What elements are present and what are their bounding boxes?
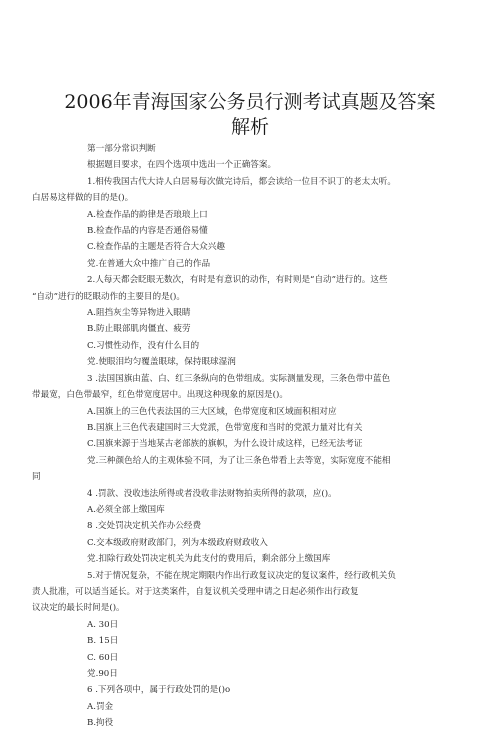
option: C.交本级政府财政部门，列为本级政府财政收入 [87, 537, 268, 548]
option: A. 30日 [87, 619, 119, 630]
document-title: 2006年青海国家公务员行测考试真题及答案 [64, 91, 436, 113]
question-6: 6 .下列各项中，属于行政处罚的是()o [87, 685, 231, 696]
question-4: 4 .罚款、没收违法所得或者没收非法财物拍卖所得的款项，应()。 [87, 488, 337, 499]
question-2-continued: “自动”进行的眨眼动作的主要目的是()。 [32, 291, 185, 302]
option: A.国旗上的三色代表法国的三大区域，色带宽度和区域面积相对应 [87, 406, 337, 417]
document-body [32, 141, 472, 732]
option: A.罚金 [87, 701, 114, 712]
option: 党.在普通大众中推广自己的作品 [87, 258, 211, 269]
option: C.习惯性动作，没有什么目的 [87, 340, 200, 351]
option: B. 15日 [87, 636, 119, 647]
option: A.检查作品的韵律是否琅琅上口 [87, 209, 208, 220]
option: B.检查作品的内容是否通俗易懂 [87, 226, 208, 237]
option: C.国旗来源于当地某古老部族的旗帜，为什么设计成这样，已经无法考证 [87, 439, 363, 450]
option: A.必须全部上缴国库 [87, 504, 165, 515]
option: 党.90日 [87, 669, 118, 679]
option: B.国旗上三色代表建国时三大党派，色带宽度和当时的党派力量对比有关 [87, 422, 363, 433]
option: C. 60日 [87, 652, 119, 663]
option: C.检查作品的主题是否符合大众兴趣 [87, 242, 225, 253]
question-3-continued: 带最宽，白色带最窄，红色带宽度居中。出现这种现象的原因是()。 [32, 390, 288, 401]
option-continued: 同 [32, 472, 41, 483]
question-1-continued: 白居易这样做的目的是()。 [32, 193, 134, 204]
instructions: 根据题目要求，在四个选项中选出一个正确答案。 [87, 160, 277, 171]
option: 党.扣除行政处罚决定机关为此支付的费用后，剩余部分上缴国库 [87, 554, 331, 565]
option: A.阻挡灰尘等异物进入眼睛 [87, 308, 191, 319]
option: 8 .交处罚决定机关作办公经费 [87, 521, 202, 532]
section-heading: 第一部分常识判断 [87, 144, 156, 154]
question-3: 3 .法国国旗由蓝、白、红三条纵向的色带组成。实际测量发现，三条色带中蓝色 [87, 373, 391, 384]
option: B.防止眼部肌肉僵直、疲劳 [87, 324, 191, 335]
question-5-continued: 责人批准，可以适当延长。对于这类案件，自复议机关受理申请之日起必须作出行政复 [32, 586, 359, 597]
question-5: 5.对于情况复杂，不能在规定期限内作出行政复议决定的复议案件，经行政机关负 [87, 570, 396, 581]
document-title-continued: 解析 [230, 116, 269, 138]
option: B.拘役 [87, 718, 114, 729]
question-2: 2.人每天都会眨眼无数次，有时是有意识的动作，有时则是“自动”进行的。这些 [87, 275, 388, 286]
question-1: 1.相传我国古代大诗人白居易每次做完诗后，都会读给一位目不识丁的老太太听。 [87, 176, 396, 187]
option: 党.三种颜色给人的主观体验不同，为了让三条色带看上去等宽，实际宽度不能相 [87, 455, 391, 466]
question-5-continued: 议决定的最长时间是()。 [32, 603, 125, 614]
option: 党.使眼泪均匀覆盖眼球，保持眼球湿润 [87, 357, 236, 368]
